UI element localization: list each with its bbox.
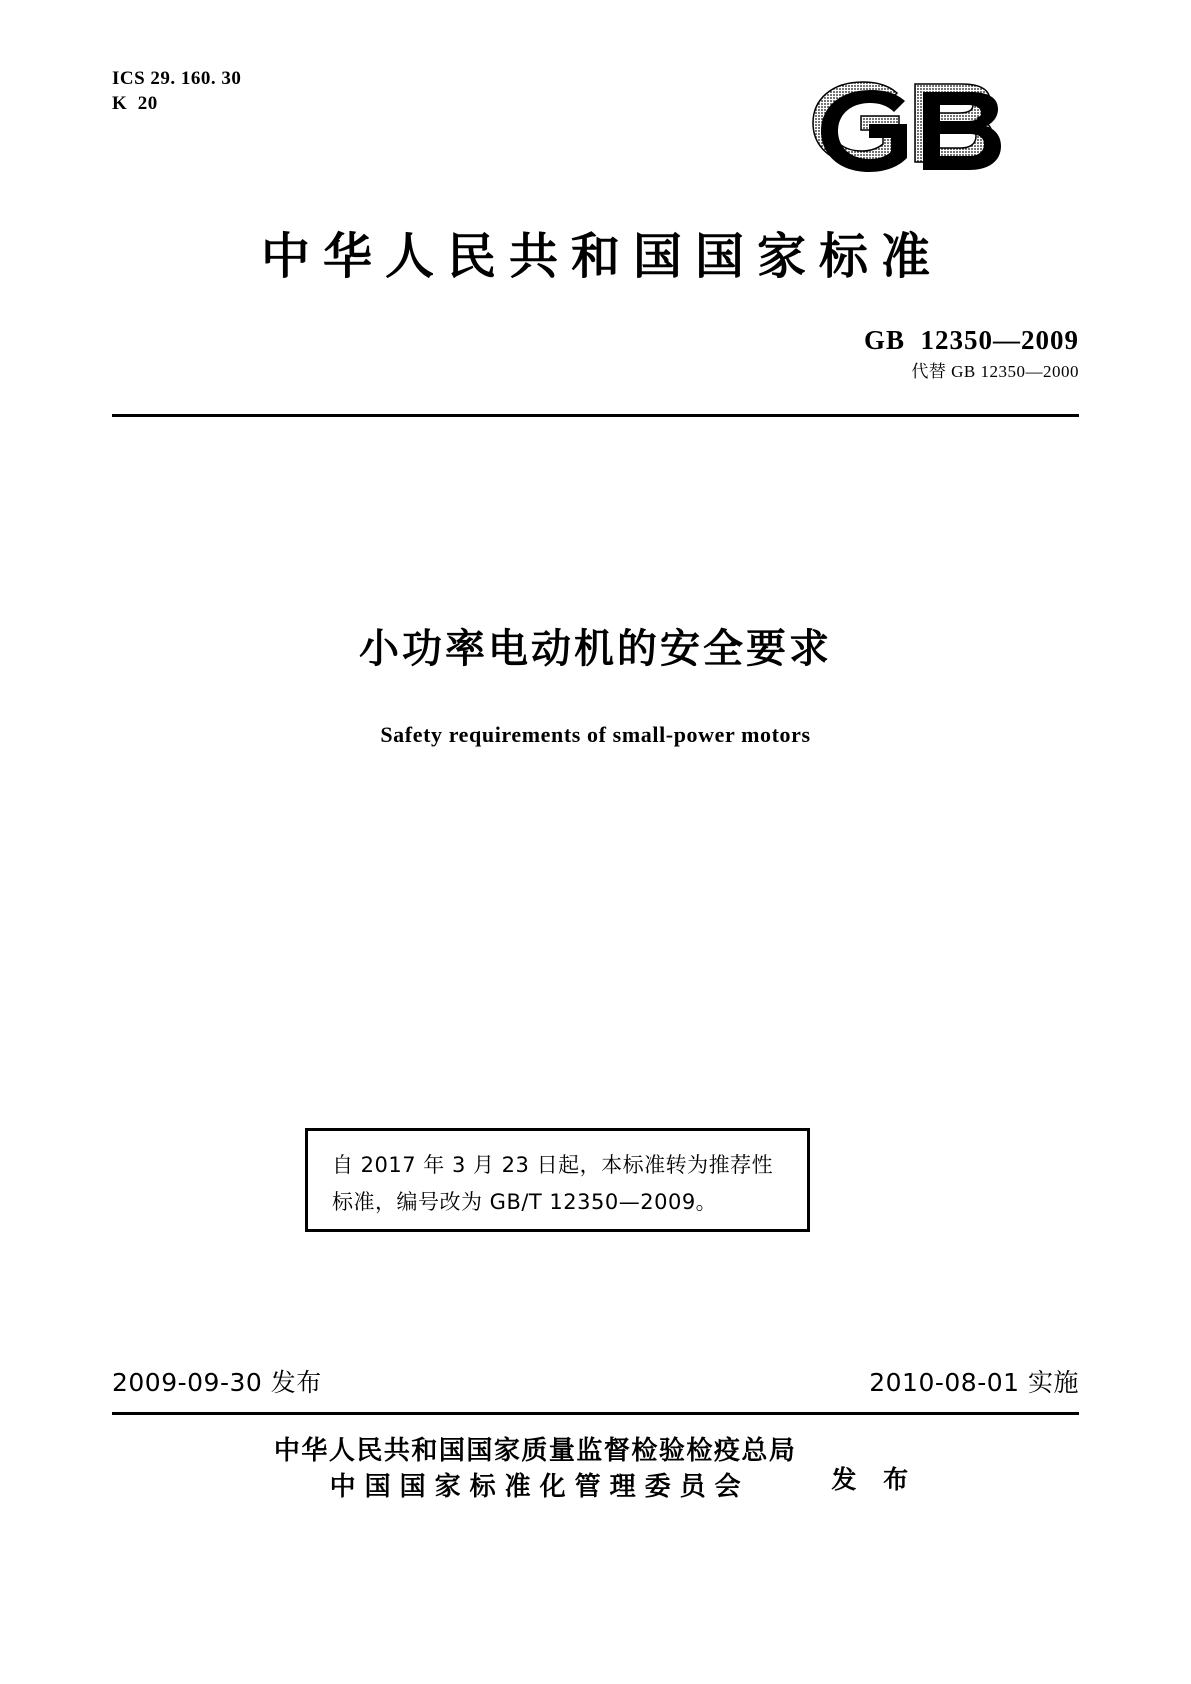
document-title-en: Safety requirements of small-power motors [380,722,811,747]
classification-code: K 20 [112,93,158,114]
issue-date: 2009-09-30 发布 [112,1368,322,1397]
standard-number: GB 12350—2009 [863,325,1079,355]
ics-code: ICS 29. 160. 30 [112,68,242,89]
national-standard-title: 中华人民共和国国家标准 [260,228,943,285]
notice-line-1: 自 2017 年 3 月 23 日起，本标准转为推荐性 [332,1153,774,1177]
standard-replaces: 代替 GB 12350—2000 [911,362,1079,381]
notice-line-2: 标准，编号改为 GB/T 12350—2009。 [332,1190,718,1214]
publisher-issue-label: 发 布 [831,1465,918,1494]
publisher-block [0,1433,1191,1505]
publisher-line-1: 中华人民共和国国家质量监督检验检疫总局 [273,1436,797,1466]
implementation-date: 2010-08-01 实施 [869,1368,1079,1397]
publisher-line-2: 中国国家标准化管理委员会 [329,1472,750,1502]
notice-box [305,1128,810,1232]
document-title-cn: 小功率电动机的安全要求 [359,626,832,672]
publisher-names [274,1433,797,1505]
ics-classification-block [112,66,241,116]
gb-logo-icon [799,72,1029,187]
footer-divider [112,1412,1079,1415]
header-divider [112,414,1079,417]
